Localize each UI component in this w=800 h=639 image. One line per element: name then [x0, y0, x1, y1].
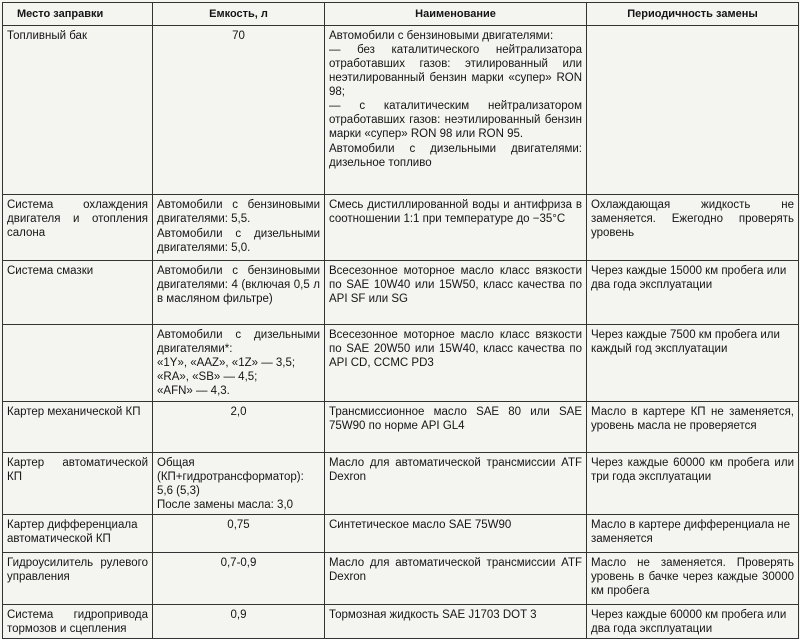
cell-name [325, 605, 587, 639]
name-line: Всесезонное моторное масло класс вязкости по SAE 10W40 или 15W50, класс качества по API SF или SG [329, 265, 582, 305]
table-row [3, 195, 799, 261]
cell-capacity [153, 261, 325, 325]
capacity-line: Автомобили с дизельными двигателями: 5,0. [157, 228, 320, 254]
header-place: Место заправки [3, 3, 153, 26]
cell-name [325, 26, 587, 195]
cell-name [325, 453, 587, 515]
cell-period: Масло не заменяется. Проверять уровень в бачке через каждые 30000 км пробега [587, 553, 799, 605]
cell-period [587, 26, 799, 195]
cell-capacity [153, 195, 325, 261]
cell-place: Гидроусилитель рулевого управления [3, 553, 153, 605]
cell-period: Через каждые 15000 км пробега или два года эксплуатации [587, 261, 799, 325]
capacity-line: 70 [232, 30, 245, 42]
capacity-line: «RA», «SB» — 4,5; [157, 371, 258, 383]
cell-name [325, 325, 587, 402]
capacity-line: 2,0 [230, 406, 247, 418]
name-line: — с каталитическим нейтрализатором отработавших газов: неэтилированный бензин марки «супер» RON 98 или RON 95. [329, 100, 582, 140]
table-row [3, 26, 799, 195]
name-line: Масло для автоматической трансмиссии ATF Dexron [329, 557, 582, 583]
capacity-line: 0,75 [227, 519, 250, 531]
table-row [3, 402, 799, 453]
header-period: Периодичность замены [587, 3, 799, 26]
header-name: Наименование [325, 3, 587, 26]
cell-name [325, 402, 587, 453]
cell-place: Топливный бак [3, 26, 153, 195]
cell-place: Картер механической КП [3, 402, 153, 453]
name-line: Масло для автоматической трансмиссии ATF Dexron [329, 457, 582, 483]
cell-capacity [153, 402, 325, 453]
cell-capacity [153, 325, 325, 402]
cell-name [325, 515, 587, 553]
capacity-line: «1Y», «AAZ», «1Z» — 3,5; [157, 357, 296, 369]
capacity-line: Автомобили с бензиновыми двигателями: 5,5. [157, 199, 320, 225]
cell-period: Через каждые 60000 км пробега или три года эксплуатации [587, 453, 799, 515]
name-line: Автомобили с бензиновыми двигателями: [329, 30, 554, 42]
capacity-line: Автомобили с дизельными двигателями*: [157, 329, 320, 355]
name-line: Автомобили с дизельными двигателями: дизельное топливо [329, 143, 582, 169]
table-row [3, 553, 799, 605]
cell-period: Через каждые 7500 км пробега или каждый год эксплуатации [587, 325, 799, 402]
name-line: — без каталитического нейтрализатора отработавших газов: этилированный или неэтилированный бензин марки «супер» RON 98; [329, 44, 582, 98]
cell-capacity [153, 453, 325, 515]
header-capacity: Емкость, л [153, 3, 325, 26]
header-row [3, 3, 799, 26]
table-row [3, 261, 799, 325]
name-line: Всесезонное моторное масло класс вязкости по SAE 20W50 или 15W40, класс качества по API CD, CCMC PD3 [329, 329, 582, 369]
name-line: Тормозная жидкость SAE J1703 DOT 3 [329, 609, 537, 621]
cell-name [325, 553, 587, 605]
cell-capacity [153, 515, 325, 553]
cell-name [325, 261, 587, 325]
cell-period: Через каждые 60000 км пробега или два года эксплуатации [587, 605, 799, 639]
cell-name [325, 195, 587, 261]
name-line: Смесь дистиллированной воды и антифриза в соотношении 1:1 при температуре до −35°С [329, 199, 582, 225]
table-row [3, 453, 799, 515]
name-line: Синтетическое масло SAE 75W90 [329, 519, 512, 531]
cell-place: Система смазки [3, 261, 153, 325]
table-row [3, 605, 799, 639]
cell-period: Масло в картере КП не заменяется, уровень масла не проверяется [587, 402, 799, 453]
capacity-line: После замены масла: 3,0 [157, 499, 294, 511]
table-row [3, 515, 799, 553]
capacity-line: «AFN» — 4,3. [157, 385, 230, 397]
cell-place: Система охлаждения двигателя и отопления салона [3, 195, 153, 261]
capacity-line: Автомобили с бензиновыми двигателями: 4 (включая 0,5 л в масляном фильтре) [157, 265, 320, 305]
cell-place: Картер автоматической КП [3, 453, 153, 515]
fluids-table [2, 2, 799, 639]
table-row [3, 325, 799, 402]
cell-capacity [153, 605, 325, 639]
capacity-line: Общая (КП+гидротрансформатор): 5,6 (5,3) [157, 457, 304, 497]
cell-capacity [153, 553, 325, 605]
name-line: Трансмиссионное масло SAE 80 или SAE 75W90 по норме API GL4 [329, 406, 582, 432]
cell-period: Масло в картере дифференциала не заменяется [587, 515, 799, 553]
capacity-line: 0,9 [230, 609, 247, 621]
cell-place [3, 325, 153, 402]
cell-place: Система гидропривода тормозов и сцепления [3, 605, 153, 639]
cell-capacity [153, 26, 325, 195]
cell-place: Картер дифференциала автоматической КП [3, 515, 153, 553]
capacity-line: 0,7-0,9 [220, 557, 257, 569]
cell-period: Охлаждающая жидкость не заменяется. Ежегодно проверять уровень [587, 195, 799, 261]
